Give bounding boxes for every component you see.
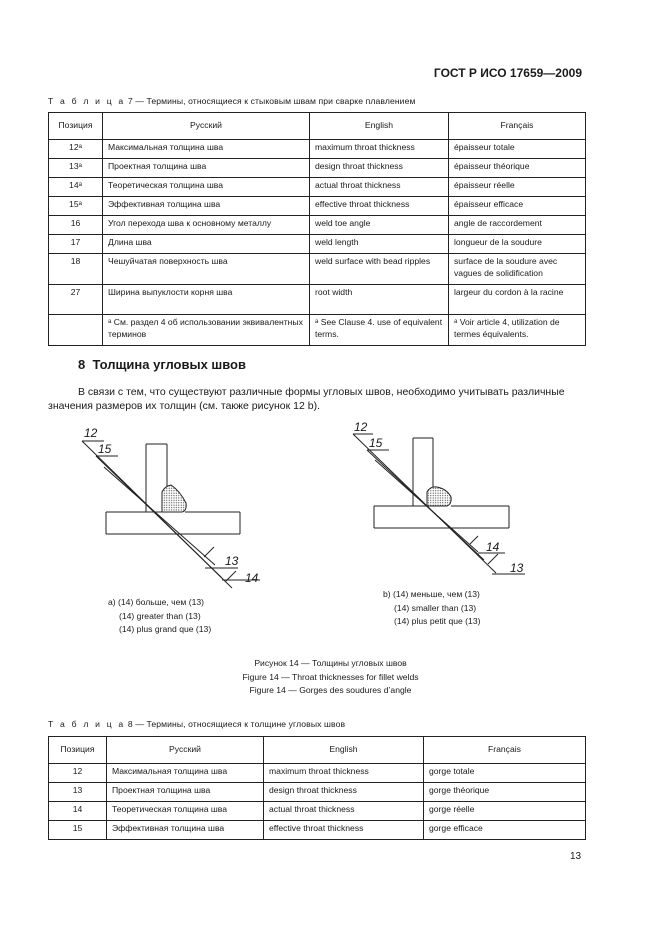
table-row <box>49 178 586 197</box>
row-russian: Максимальная толщина шва <box>103 140 310 159</box>
label-15-a: 15 <box>98 442 112 456</box>
subcaption-b <box>383 588 480 629</box>
subcaption-b-en: (14) smaller than (13) <box>394 602 477 613</box>
row-position: 16 <box>49 216 103 235</box>
footnote-mark: a <box>454 319 458 325</box>
row-french: angle de raccordement <box>449 216 586 235</box>
row-french: épaisseur théorique <box>449 159 586 178</box>
figure-caption-ru: Рисунок 14 — Толщины угловых швов <box>254 658 407 668</box>
row-russian: Чешуйчатая поверхность шва <box>103 254 310 285</box>
table-row <box>49 235 586 254</box>
table8 <box>48 736 586 840</box>
subcaption-a-en: (14) greater than (13) <box>119 610 201 621</box>
table7-col-french: Français <box>449 113 586 140</box>
dim-a <box>204 547 214 557</box>
figure-caption-fr: Figure 14 — Gorges des soudures d’angle <box>249 685 412 695</box>
label-15-b: 15 <box>369 436 383 450</box>
row-position: 18 <box>49 254 103 285</box>
row-russian: Теоретическая толщина шва <box>107 802 264 821</box>
row-russian: Теоретическая толщина шва <box>103 178 310 197</box>
table7-caption-prefix: Т а б л и ц а <box>48 96 126 106</box>
row-position: 15 <box>49 821 107 840</box>
row-position: 12 <box>49 764 107 783</box>
row-russian: Длина шва <box>103 235 310 254</box>
footnote-french <box>449 315 586 346</box>
row-english: weld length <box>310 235 449 254</box>
row-russian: Максимальная толщина шва <box>107 764 264 783</box>
table7-footnote-row <box>49 315 586 346</box>
row-english: design throat thickness <box>264 783 424 802</box>
table8-header-row <box>49 737 586 764</box>
label-14-b: 14 <box>486 540 500 554</box>
subcaption-a-fr: (14) plus grand que (13) <box>119 624 212 634</box>
footnote-mark: a <box>78 163 82 169</box>
footnote-text: Voir article 4, utilization de termes équivalents. <box>454 317 560 339</box>
table-row <box>49 197 586 216</box>
footnote-mark: a <box>78 182 82 188</box>
table7-col-position: Позиция <box>49 113 103 140</box>
row-position: 17 <box>49 235 103 254</box>
row-english: maximum throat thickness <box>310 140 449 159</box>
table8-caption-text: 8 — Термины, относящиеся к толщине угловых швов <box>127 719 346 729</box>
row-english: weld surface with bead ripples <box>310 254 449 285</box>
table-row <box>49 159 586 178</box>
subcaption-b-ru: b) (14) меньше, чем (13) <box>383 589 480 599</box>
row-russian: Проектная толщина шва <box>103 159 310 178</box>
row-french: épaisseur réelle <box>449 178 586 197</box>
table-row <box>49 821 586 840</box>
table8-caption <box>48 719 345 729</box>
table-row <box>49 216 586 235</box>
footnote-text: See Clause 4. use of equivalent terms. <box>315 317 443 339</box>
row-french: longueur de la soudure <box>449 235 586 254</box>
row-english: effective throat thickness <box>310 197 449 216</box>
row-position: 13 <box>49 783 107 802</box>
row-french: épaisseur totale <box>449 140 586 159</box>
figure-caption <box>0 657 661 698</box>
dim-b <box>488 554 498 564</box>
label-13-b: 13 <box>510 561 524 575</box>
footnote-english <box>310 315 449 346</box>
table7-caption <box>48 96 415 106</box>
row-russian: Эффективная толщина шва <box>103 197 310 216</box>
table8-col-russian: Русский <box>107 737 264 764</box>
row-position: 27 <box>49 285 103 315</box>
footnote-mark: a <box>78 144 82 150</box>
table7-caption-text: 7 — Термины, относящиеся к стыковым швам при сварке плавлением <box>127 96 416 106</box>
label-12-a: 12 <box>84 426 98 440</box>
position-number: 13 <box>69 161 79 171</box>
table-row <box>49 140 586 159</box>
table8-col-english: English <box>264 737 424 764</box>
dim-b <box>470 536 478 544</box>
footnote-mark: a <box>315 319 319 325</box>
position-number: 15 <box>69 199 79 209</box>
figure-caption-en: Figure 14 — Throat thicknesses for fillet welds <box>242 671 419 682</box>
row-french: gorge théorique <box>424 783 586 802</box>
row-position <box>49 197 103 216</box>
section-heading <box>78 357 246 372</box>
table8-caption-prefix: Т а б л и ц а <box>48 719 126 729</box>
table-row <box>49 285 586 315</box>
position-number: 14 <box>69 180 79 190</box>
label-12-b: 12 <box>354 420 368 434</box>
label-14-a: 14 <box>245 571 259 585</box>
row-english: maximum throat thickness <box>264 764 424 783</box>
section-paragraph: В связи с тем, что существуют различные формы угловых швов, необходимо учитывать различные значения размеров их толщин (см. также рисунок 12 b). <box>48 386 565 412</box>
row-french: surface de la soudure avec vagues de solidification <box>449 254 586 285</box>
footnote-russian <box>103 315 310 346</box>
row-russian: Угол перехода шва к основному металлу <box>103 216 310 235</box>
table-row <box>49 764 586 783</box>
row-french: largeur du cordon à la racine <box>449 285 586 315</box>
subcaption-a-ru: а) (14) больше, чем (13) <box>108 597 204 607</box>
row-position <box>49 159 103 178</box>
row-russian: Ширина выпуклости корня шва <box>103 285 310 315</box>
leader-a-inner <box>104 467 215 565</box>
table-row <box>49 783 586 802</box>
row-position <box>49 140 103 159</box>
row-french: gorge réelle <box>424 802 586 821</box>
table7 <box>48 112 586 346</box>
row-english: root width <box>310 285 449 315</box>
section-number: 8 <box>78 357 86 372</box>
row-english: actual throat thickness <box>264 802 424 821</box>
row-russian: Проектная толщина шва <box>107 783 264 802</box>
row-english: weld toe angle <box>310 216 449 235</box>
position-number: 12 <box>69 142 79 152</box>
table7-col-english: English <box>310 113 449 140</box>
page-number: 13 <box>570 851 582 862</box>
row-french: épaisseur efficace <box>449 197 586 216</box>
table7-header-row <box>49 113 586 140</box>
section-title: Толщина угловых швов <box>92 357 246 372</box>
table-row <box>49 254 586 285</box>
row-french: gorge efficace <box>424 821 586 840</box>
row-position: 14 <box>49 802 107 821</box>
table-row <box>49 802 586 821</box>
row-position <box>49 178 103 197</box>
weld-b <box>427 487 451 506</box>
footnote-mark: a <box>108 319 112 325</box>
row-russian: Эффективная толщина шва <box>107 821 264 840</box>
standard-header: ГОСТ Р ИСО 17659—2009 <box>433 66 582 80</box>
row-french: gorge totale <box>424 764 586 783</box>
footnote-text: См. раздел 4 об использовании эквивалентных терминов <box>108 317 303 339</box>
leader-15-a <box>96 456 222 578</box>
figure14-drawing <box>0 420 661 595</box>
table8-col-french: Français <box>424 737 586 764</box>
row-english: effective throat thickness <box>264 821 424 840</box>
table8-col-position: Позиция <box>49 737 107 764</box>
footnote-empty-cell <box>49 315 103 346</box>
row-english: actual throat thickness <box>310 178 449 197</box>
row-english: design throat thickness <box>310 159 449 178</box>
weld-a <box>162 485 186 512</box>
footnote-mark: a <box>78 201 82 207</box>
subcaption-b-fr: (14) plus petit que (13) <box>394 616 481 626</box>
table7-col-russian: Русский <box>103 113 310 140</box>
label-13-a: 13 <box>225 554 239 568</box>
subcaption-a <box>108 596 211 637</box>
